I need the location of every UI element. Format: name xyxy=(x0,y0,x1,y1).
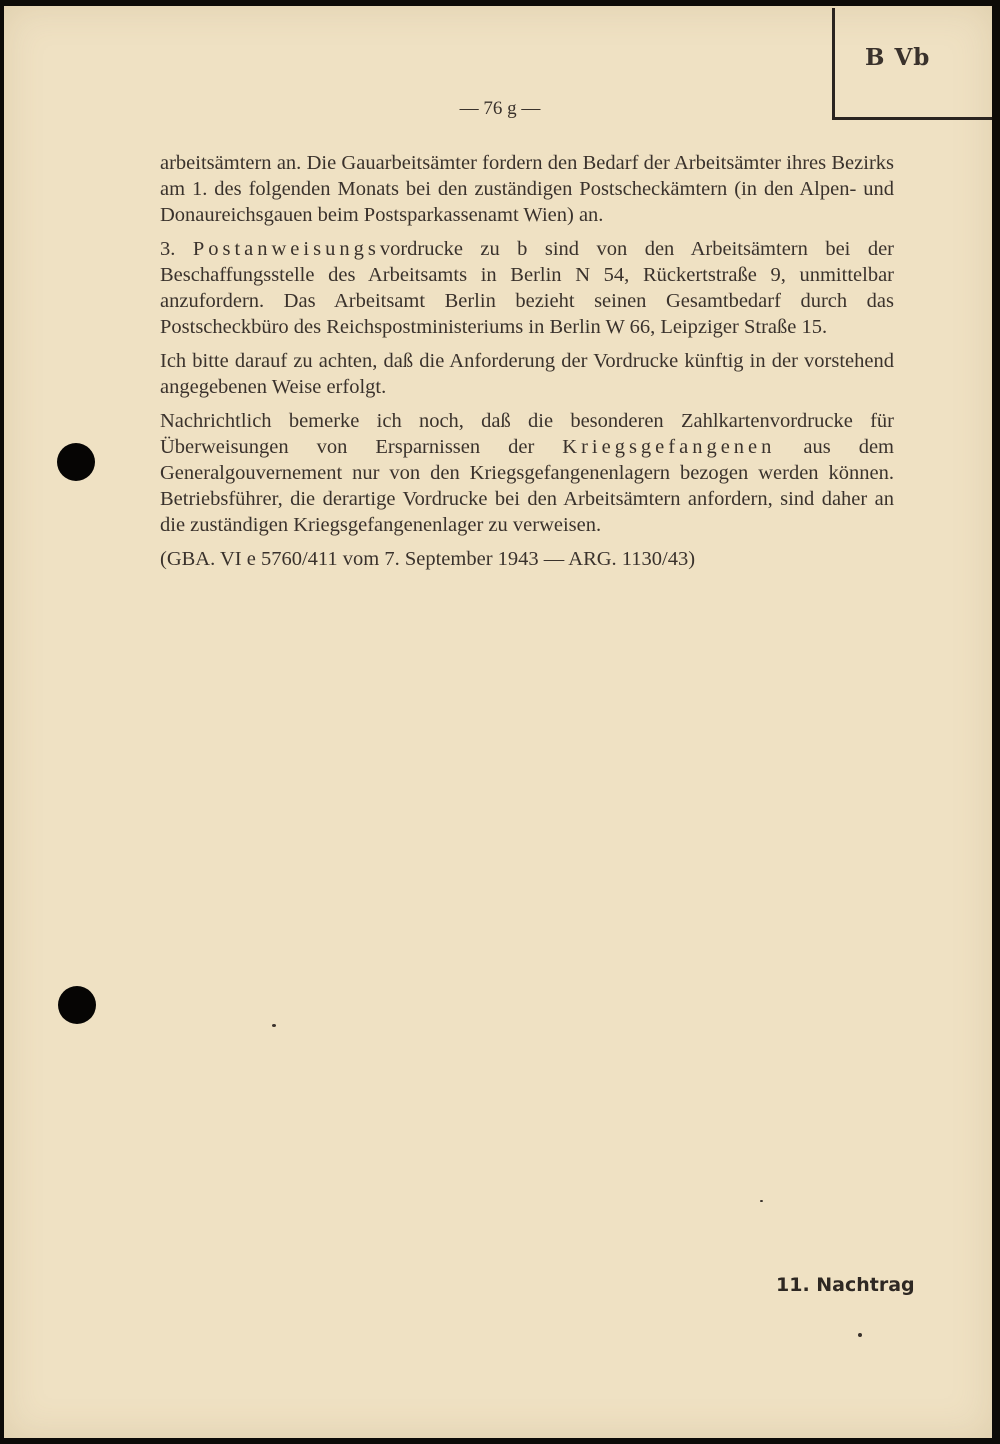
paper-speck xyxy=(760,1200,763,1202)
paper-speck xyxy=(272,1024,276,1027)
paragraph-2-emphasis: Postanweisungs xyxy=(192,238,380,260)
paragraph-4 xyxy=(160,408,894,538)
paragraph-2-prefix: 3. xyxy=(160,238,193,260)
punch-hole-bottom xyxy=(58,986,96,1024)
paragraph-3: Ich bitte darauf zu achten, daß die Anforderung der Vordrucke künftig in der vorstehend angegebenen Weise erfolgt. xyxy=(160,350,894,398)
paragraph-4-emphasis: Kriegsgefangenen xyxy=(562,436,776,458)
paragraph-2-text: vordrucke zu b sind von den Arbeitsämtern bei der Beschaffungsstelle des Arbeitsamts in Berlin N 54, Rückertstraße 9, unmittelbar anzufordern. Das Arbeitsamt Berlin bezieht seinen Gesamtbedarf durch das Postscheckbüro des Reichspostministeriums in Berlin W 66, Leipziger Straße 15. xyxy=(160,238,894,338)
paragraph-2 xyxy=(160,236,894,340)
paragraph-1: arbeitsämtern an. Die Gauarbeitsämter fordern den Bedarf der Arbeitsämter ihres Bezirks am 1. des folgenden Monats bei den zuständigen Postscheckämtern (in den Alpen- und Donaureichsgauen beim Postsparkassenamt Wien) an. xyxy=(160,152,894,226)
supplement-label: 11. Nachtrag xyxy=(776,1274,915,1296)
document-body xyxy=(160,150,894,580)
paper-speck xyxy=(858,1333,862,1337)
citation-reference: (GBA. VI e 5760/411 vom 7. September 1943 — ARG. 1130/43) xyxy=(160,548,696,570)
page-number: — 76 g — xyxy=(459,98,541,119)
section-stamp-label: B Vb xyxy=(865,44,931,71)
paragraph-4-text-before: Nachrichtlich bemerke ich noch, daß die besonderen Zahlkartenvordrucke für Überweisungen von Ersparnissen der xyxy=(160,410,894,458)
paragraph-4-text-after: aus dem Generalgouvernement nur von den Kriegsgefangenenlagern bezogen werden können. Betriebsführer, die derartige Vordrucke bei den Arbeitsämtern anfordern, sind daher an die zuständigen Kriegsgefangenenlager zu verweisen. xyxy=(160,436,894,536)
punch-hole-top xyxy=(57,443,95,481)
